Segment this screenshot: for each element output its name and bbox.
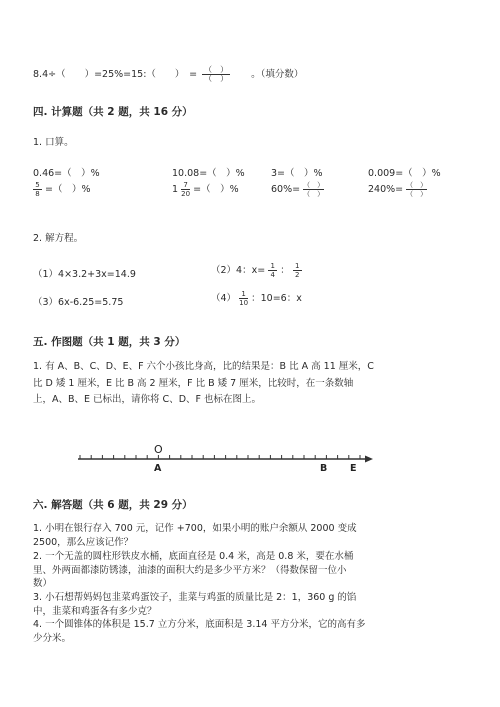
section5-line-1: 1. 有 A、B、C、D、E、F 六个小孩比身高，比的结果是：B 比 A 高 11 厘米，C (33, 361, 374, 372)
problem-4-line-2: 少分米。 (33, 632, 72, 644)
equation-2-fraction-2 (293, 262, 302, 279)
oral-r2c4-num: （ ） (406, 181, 428, 189)
top-question-text: 8.4÷（ ）=25%=15:（ ） = (33, 69, 198, 80)
section5-question (33, 359, 473, 409)
section5-heading: 五. 作图题（共 1 题，共 3 分） (33, 336, 186, 348)
point-b-label: B (320, 463, 328, 474)
problem-2 (33, 550, 423, 591)
equation-2-fraction-1 (268, 262, 277, 279)
oral-r2c4 (368, 181, 427, 198)
top-fraction-numerator: （ ） (204, 65, 229, 74)
oral-r1c1: 0.46=（ ）% (33, 168, 100, 179)
oral-r1c3: 3=（ ）% (271, 168, 323, 179)
problem-3-line-1: 3. 小石想帮妈妈包韭菜鸡蛋饺子，韭菜与鸡蛋的质量比是 2：1，360 g 的馅 (33, 592, 357, 603)
top-fraction (202, 66, 230, 83)
oral-r2c1 (33, 181, 91, 198)
oral-r2c3 (271, 181, 324, 198)
number-line-arrow (365, 456, 373, 463)
section5-line-2: 比 D 矮 1 厘米，E 比 B 高 2 厘米，F 比 B 矮 7 厘米，比较时，在一条数轴 (33, 377, 354, 389)
problem-2-line-1: 2. 一个无盖的圆柱形铁皮水桶，底面直径是 0.4 米，高是 0.8 米，要在水桶 (33, 551, 354, 562)
section6-heading: 六. 解答题（共 6 题，共 29 分） (33, 499, 193, 511)
problem-1-line-2: 2500，那么应该记作？ (33, 536, 134, 548)
point-a-label: A (154, 463, 162, 474)
equation-4-prefix: （4） (211, 293, 237, 304)
problem-3-line-2: 中，韭菜和鸡蛋各有多少克？ (33, 605, 157, 617)
point-e-label: E (350, 463, 357, 474)
oral-r2c2 (172, 181, 239, 198)
top-question (33, 66, 303, 83)
oral-r2c4-left: 240%= (368, 184, 404, 195)
oral-r2c2-num: 7 (183, 181, 188, 189)
equation-4-fraction (239, 290, 248, 307)
equation-1: （1）4×3.2+3x=14.9 (33, 269, 136, 280)
problem-4-line-1: 4. 一个圆锥体的体积是 15.7 立方分米，底面积是 3.14 平方分米，它的高有多 (33, 619, 366, 630)
oral-r2c2-den: 20 (181, 190, 191, 198)
number-line (0, 435, 500, 475)
oral-r2c2-fraction (181, 181, 190, 198)
equation-4 (211, 290, 302, 307)
equation-2-sep: ： (280, 265, 290, 276)
equation-2-f1-den: 4 (270, 271, 275, 279)
oral-r2c4-fraction (406, 181, 427, 198)
equation-2-f2-num: 1 (295, 262, 300, 270)
equation-4-num: 1 (241, 290, 246, 298)
section4-heading: 四. 计算题（共 2 题，共 16 分） (33, 106, 193, 118)
oral-r2c4-den: （ ） (406, 190, 428, 198)
origin-label: O (154, 443, 163, 456)
equation-3: （3）6x-6.25=5.75 (33, 297, 124, 308)
oral-r2c3-num: （ ） (303, 181, 325, 189)
problem-1-line-1: 1. 小明在银行存入 700 元，记作 +700，如果小明的账户余额从 2000 变成 (33, 523, 357, 534)
equation-2-prefix: （2）4：x= (211, 265, 266, 276)
equation-4-den: 10 (239, 299, 249, 307)
equation-2-f1-num: 1 (270, 262, 275, 270)
problem-4 (33, 618, 423, 645)
oral-r1c2: 10.08=（ ）% (172, 168, 245, 179)
oral-r2c1-den: 8 (35, 190, 40, 198)
top-question-note: 。（填分数） (251, 69, 304, 80)
section5-line-3: 上，A、B、E 已标出，请你将 C、D、F 也标在图上。 (33, 394, 261, 405)
oral-r2c1-fraction (33, 181, 42, 198)
oral-r2c3-fraction (303, 181, 324, 198)
q2-label: 2. 解方程。 (33, 233, 84, 244)
oral-r2c3-left: 60%= (271, 184, 301, 195)
oral-r2c1-num: 5 (35, 181, 40, 189)
q1-label: 1. 口算。 (33, 137, 74, 148)
top-fraction-denominator: （ ） (204, 74, 229, 83)
oral-r2c3-den: （ ） (303, 190, 325, 198)
equation-4-rest: ：10=6：x (251, 293, 302, 304)
problem-1 (33, 522, 423, 549)
problem-2-line-3: 数） (33, 578, 53, 589)
oral-r2c2-rest: =（ ）% (193, 184, 239, 195)
equation-2-f2-den: 2 (295, 271, 300, 279)
equation-2 (211, 262, 302, 279)
oral-r1c4: 0.009=（ ）% (368, 168, 441, 179)
oral-r2c2-whole: 1 (172, 184, 179, 195)
problem-2-line-2: 里、外两面都漆防锈漆，油漆的面积大约是多少平方米？（得数保留一位小 (33, 564, 347, 576)
problem-3 (33, 591, 423, 618)
oral-r2c1-rest: =（ ）% (45, 184, 91, 195)
